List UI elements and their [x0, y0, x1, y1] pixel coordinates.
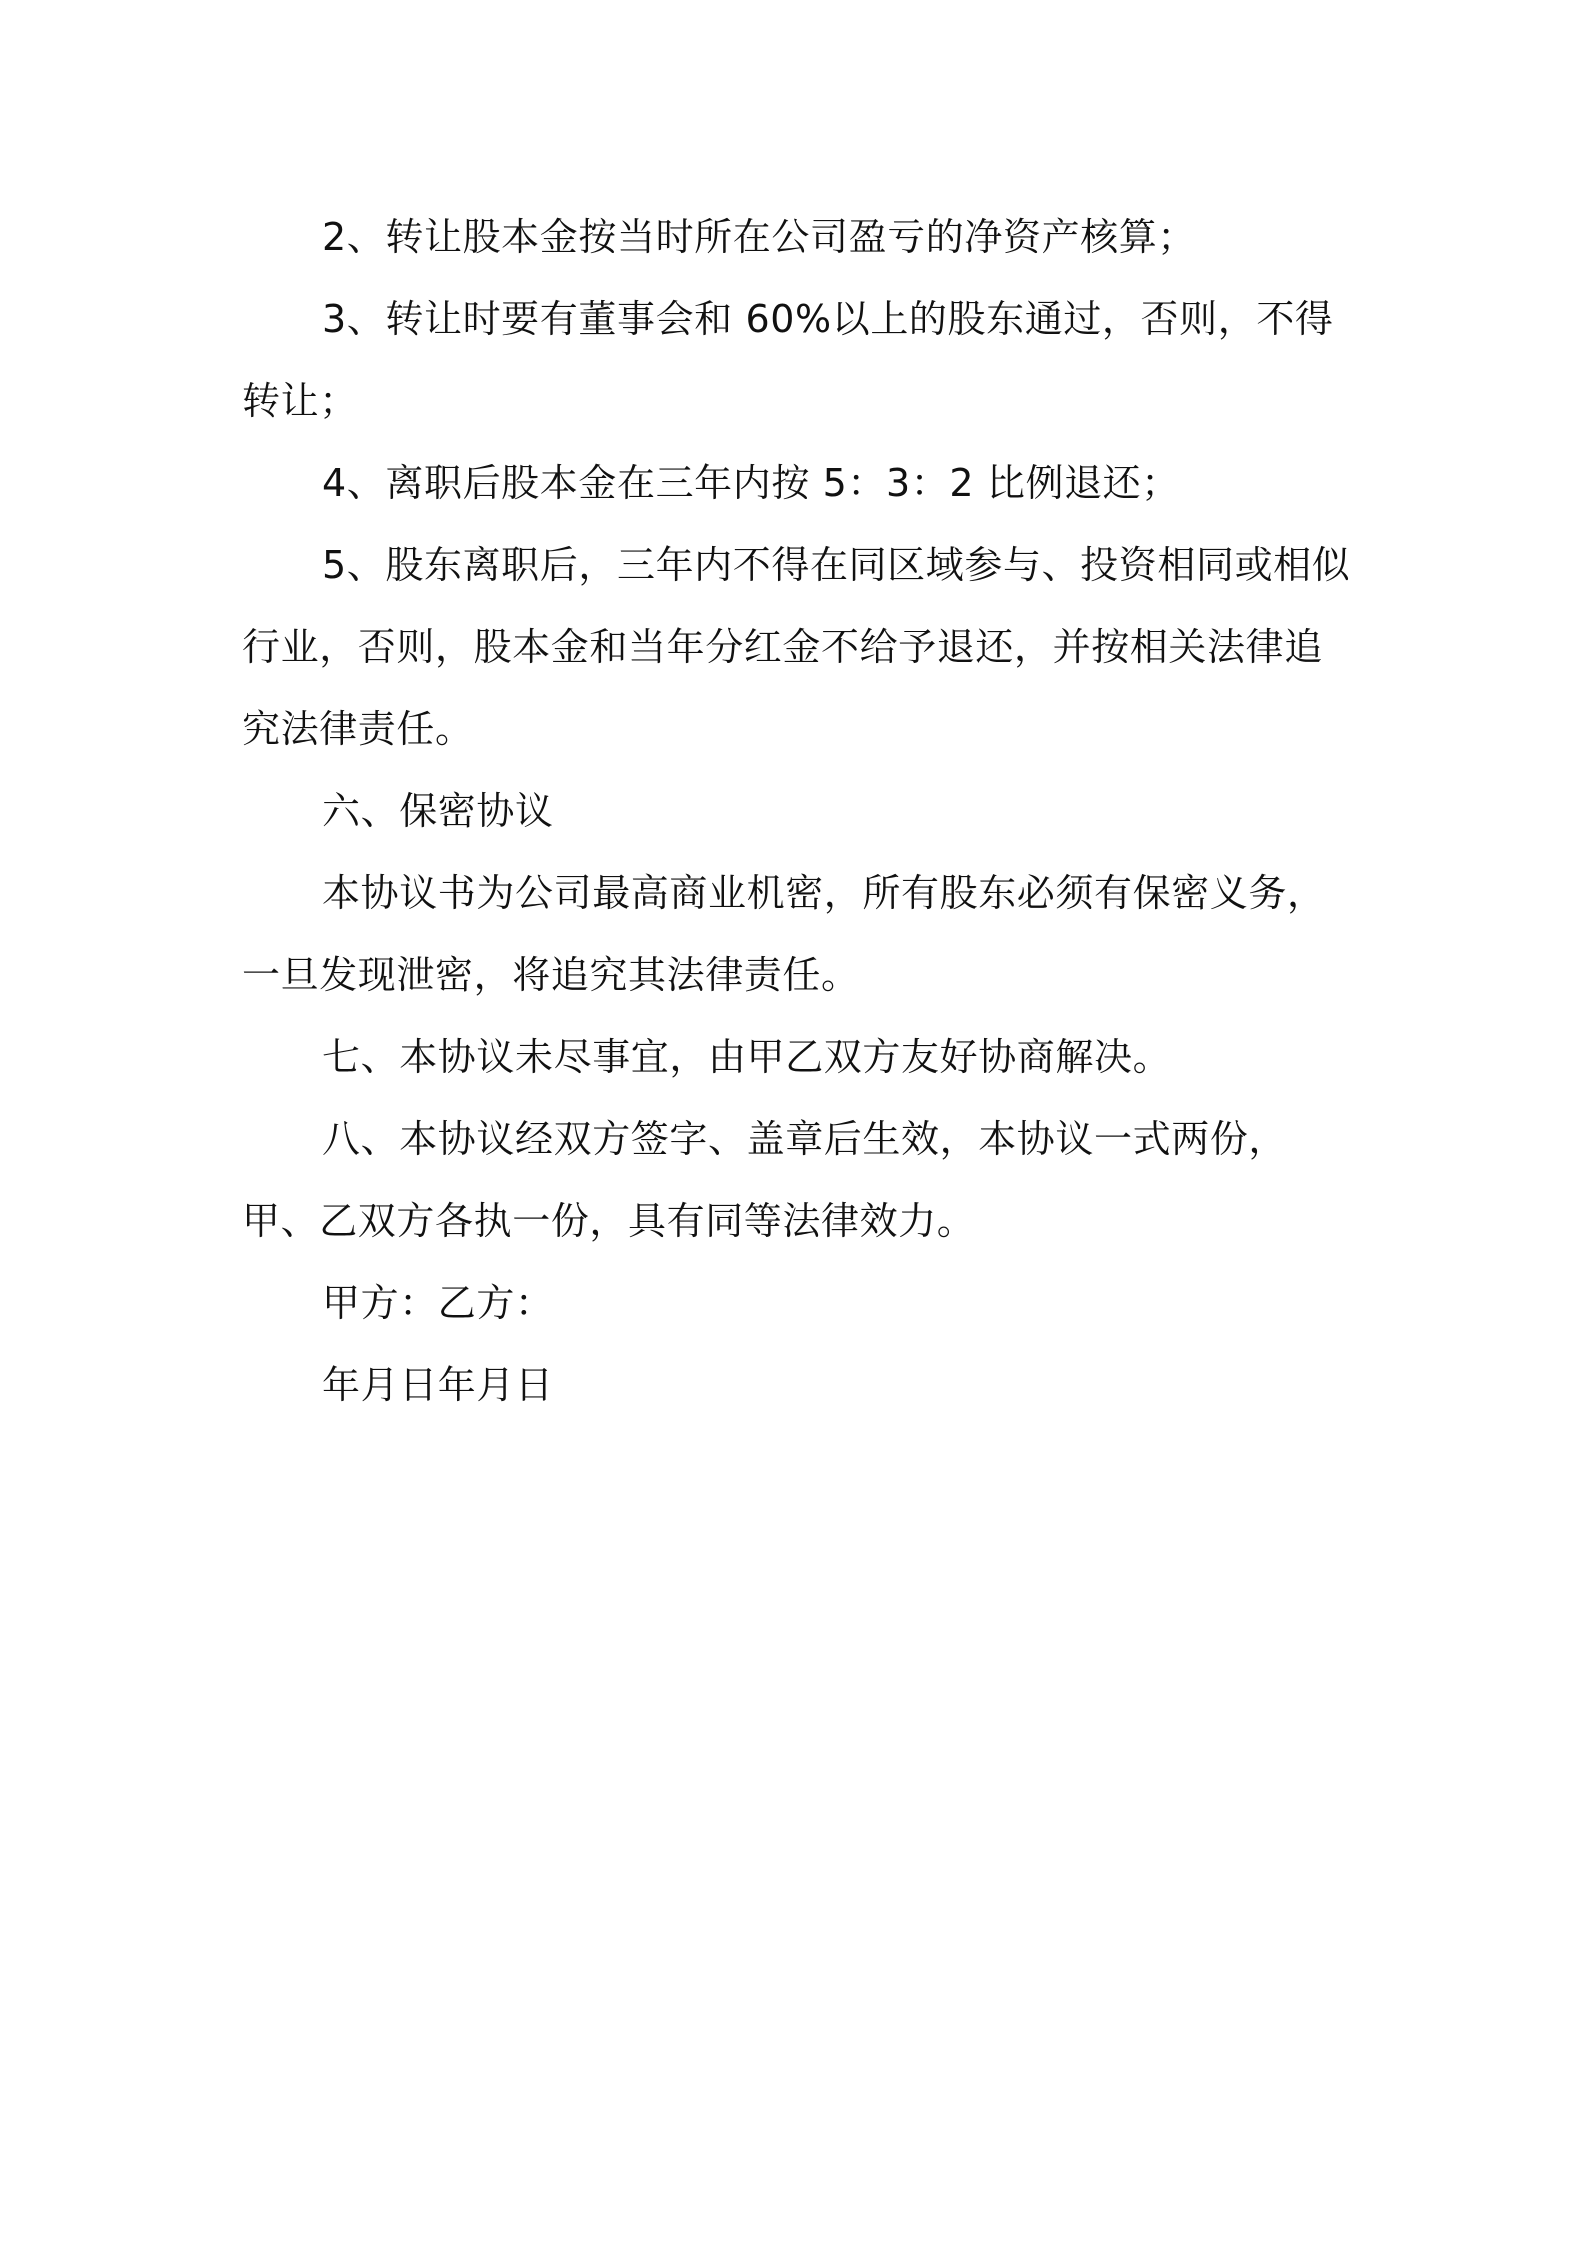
confidentiality-text: 本协议书为公司最高商业机密，所有股东必须有保密义务，一旦发现泄密，将追究其法律责任。 [242, 871, 1326, 997]
document-body [242, 196, 1354, 1426]
signature-parties: 甲方：乙方： [322, 1281, 554, 1325]
clause-2: 2、转让股本金按当时所在公司盈亏的净资产核算； [322, 215, 1196, 259]
signature-dates: 年月日年月日 [322, 1363, 554, 1407]
clause-4: 4、离职后股本金在三年内按 5：3：2 比例退还； [322, 461, 1180, 505]
section-heading-confidentiality: 六、保密协议 [322, 789, 554, 833]
clause-3: 3、转让时要有董事会和 60%以上的股东通过，否则，不得转让； [242, 297, 1334, 423]
clause-5: 5、股东离职后，三年内不得在同区域参与、投资相同或相似行业，否则，股本金和当年分红金不给予退还，并按相关法律追究法律责任。 [242, 543, 1351, 751]
section-8-text: 八、本协议经双方签字、盖章后生效，本协议一式两份，甲、乙双方各执一份，具有同等法律效力。 [242, 1117, 1288, 1243]
section-7-text: 七、本协议未尽事宜，由甲乙双方友好协商解决。 [322, 1035, 1172, 1079]
